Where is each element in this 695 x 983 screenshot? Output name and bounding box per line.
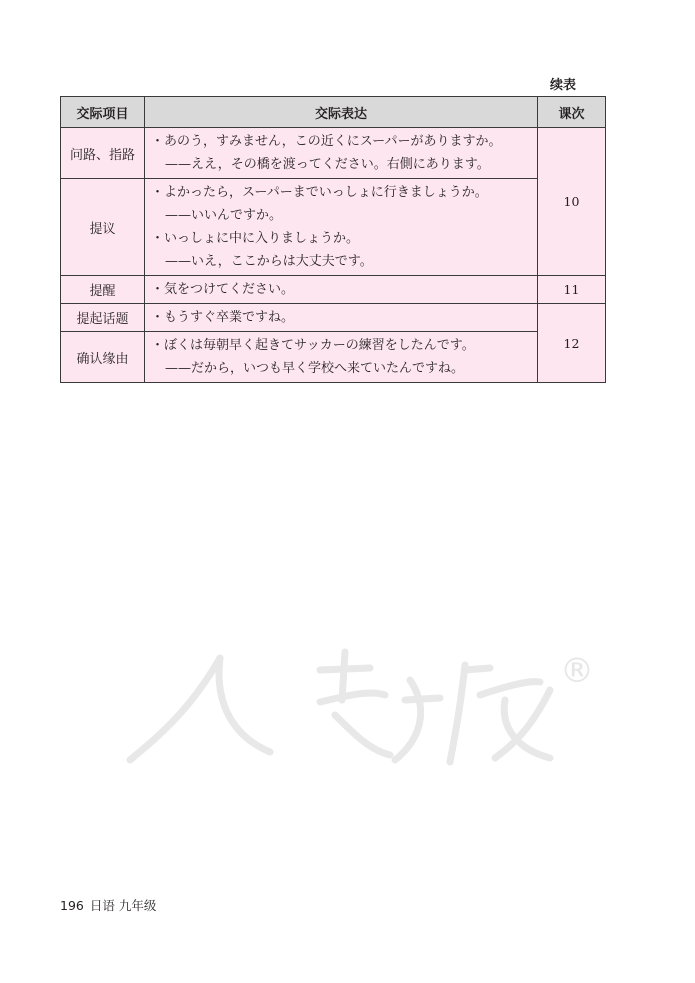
row-expressions bbox=[145, 304, 538, 332]
row-item: 提醒 bbox=[61, 276, 145, 304]
row-item: 确认缘由 bbox=[61, 332, 145, 383]
row-expressions bbox=[145, 332, 538, 383]
row-lesson: 10 bbox=[538, 128, 606, 276]
table-row bbox=[61, 179, 606, 276]
row-item: 提起话题 bbox=[61, 304, 145, 332]
expression-line: ・よかったら，スーパーまでいっしょに行きましょうか。 bbox=[151, 185, 488, 200]
registered-mark: ® bbox=[560, 651, 594, 691]
expression-line: ・気をつけてください。 bbox=[151, 282, 295, 297]
row-expressions bbox=[145, 276, 538, 304]
header-item: 交际项目 bbox=[61, 97, 145, 128]
table-row bbox=[61, 304, 606, 332]
expression-line: ・もうすぐ卒業ですね。 bbox=[151, 310, 295, 325]
row-lesson: 11 bbox=[538, 276, 606, 304]
expression-line: ・あのう，すみません，この近くにスーパーがありますか。 bbox=[151, 134, 502, 149]
header-expression: 交际表达 bbox=[145, 97, 538, 128]
row-item: 提议 bbox=[61, 179, 145, 276]
expression-reply-line: ——だから，いつも早く学校へ来ていたんですね。 bbox=[165, 361, 465, 376]
expression-reply-line: ——いえ，ここからは大丈夫です。 bbox=[165, 254, 373, 269]
book-title: 日语 九年级 bbox=[89, 898, 157, 913]
table-row bbox=[61, 332, 606, 383]
expression-reply-line: ——いいんですか。 bbox=[165, 208, 283, 223]
publisher-watermark-logo bbox=[120, 640, 594, 770]
expression-reply-line: ——ええ，その橋を渡ってください。右側にあります。 bbox=[165, 157, 490, 172]
communication-expressions-table bbox=[60, 96, 606, 383]
page-number: 196 bbox=[60, 898, 84, 913]
table-row bbox=[61, 276, 606, 304]
row-expressions bbox=[145, 128, 538, 179]
page-footer bbox=[60, 896, 156, 914]
table-header-row bbox=[61, 97, 606, 128]
expression-line: ・いっしょに中に入りましょうか。 bbox=[151, 231, 360, 246]
row-item: 问路、指路 bbox=[61, 128, 145, 179]
header-lesson: 课次 bbox=[538, 97, 606, 128]
row-lesson: 12 bbox=[538, 304, 606, 383]
table-row bbox=[61, 128, 606, 179]
row-expressions bbox=[145, 179, 538, 276]
expression-line: ・ぼくは毎朝早く起きてサッカーの練習をしたんです。 bbox=[151, 338, 475, 353]
continued-table-label: 续表 bbox=[550, 78, 577, 93]
